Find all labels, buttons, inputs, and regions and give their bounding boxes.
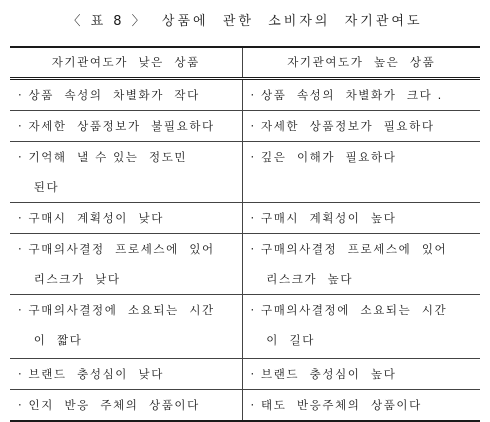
high-involvement-cell: · 구매의사결정 프로세스에 있어 리스크가 높다 xyxy=(242,234,480,295)
low-involvement-cell: · 구매시 계획성이 낮다 xyxy=(10,203,242,234)
table-row xyxy=(10,390,480,422)
table-title: 〈 표 8 〉 상품에 관한 소비자의 자기관여도 xyxy=(67,14,423,29)
table-row xyxy=(10,234,480,295)
low-involvement-cell: · 상품 속성의 차별화가 작다 xyxy=(10,79,242,111)
table-row xyxy=(10,359,480,390)
header-row xyxy=(10,47,480,79)
high-involvement-cell: · 구매시 계획성이 높다 xyxy=(242,203,480,234)
column-header-high-involvement: 자기관여도가 높은 상품 xyxy=(242,47,480,79)
high-involvement-cell: · 깊은 이해가 필요하다 xyxy=(242,142,480,203)
table-row xyxy=(10,203,480,234)
table-row xyxy=(10,111,480,142)
low-involvement-cell: · 구매의사결정 프로세스에 있어 리스크가 낮다 xyxy=(10,234,242,295)
table-row xyxy=(10,295,480,359)
low-involvement-cell: · 브랜드 충성심이 낮다 xyxy=(10,359,242,390)
high-involvement-cell: · 구매의사결정에 소요되는 시간 이 길다 xyxy=(242,295,480,359)
low-involvement-cell: · 자세한 상품정보가 불필요하다 xyxy=(10,111,242,142)
high-involvement-cell: · 태도 반응주체의 상품이다 xyxy=(242,390,480,422)
low-involvement-cell: · 인지 반응 주체의 상품이다 xyxy=(10,390,242,422)
high-involvement-cell: · 브랜드 충성심이 높다 xyxy=(242,359,480,390)
table-row xyxy=(10,79,480,111)
involvement-comparison-table xyxy=(10,46,480,422)
high-involvement-cell: · 자세한 상품정보가 필요하다 xyxy=(242,111,480,142)
table-row xyxy=(10,142,480,203)
column-header-low-involvement: 자기관여도가 낮은 상품 xyxy=(10,47,242,79)
low-involvement-cell: · 기억해 낼 수 있는 정도민 된다 xyxy=(10,142,242,203)
low-involvement-cell: · 구매의사결정에 소요되는 시간 이 짧다 xyxy=(10,295,242,359)
high-involvement-cell: · 상품 속성의 차별화가 크다 . xyxy=(242,79,480,111)
